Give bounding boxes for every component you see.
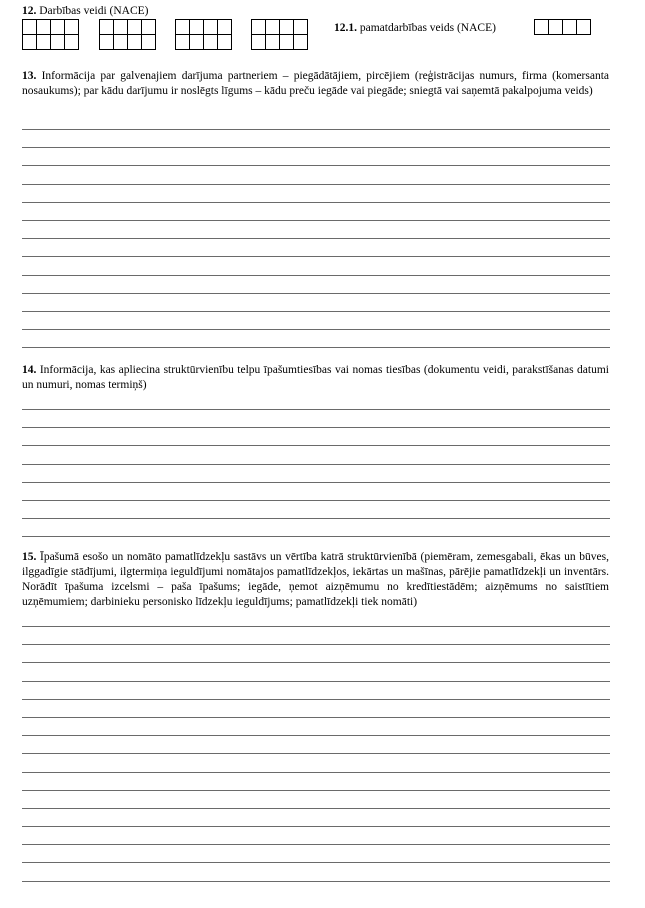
section-15-answer-lines[interactable]	[22, 626, 610, 899]
section-12-1-label	[334, 22, 496, 35]
section-12-1-text: pamatdarbības veids (NACE)	[359, 22, 496, 34]
answer-line[interactable]	[22, 536, 610, 537]
answer-line[interactable]	[22, 329, 610, 330]
nace-code-grid-3[interactable]	[175, 19, 232, 50]
answer-line[interactable]	[22, 844, 610, 845]
answer-line[interactable]	[22, 427, 610, 428]
nace-code-grid-2[interactable]	[99, 19, 156, 50]
section-12-1-number: 12.1.	[334, 22, 357, 34]
answer-line[interactable]	[22, 311, 610, 312]
answer-line[interactable]	[22, 220, 610, 221]
answer-line[interactable]	[22, 662, 610, 663]
section-13-text: Informācija par galvenajiem darījuma partneriem – piegādātājiem, pircējiem (reģistrācijas numurs, firma (komersanta nosaukums); par kādu darījumu ir noslēgts līgums – kādu preču iegāde vai piegāde; sniegtā vai saņemtā pakalpojuma veids)	[22, 70, 610, 97]
section-15-number: 15.	[22, 551, 37, 563]
section-13-answer-lines[interactable]	[22, 129, 610, 365]
section-13-paragraph	[22, 69, 609, 99]
answer-line[interactable]	[22, 826, 610, 827]
answer-line[interactable]	[22, 626, 610, 627]
answer-line[interactable]	[22, 699, 610, 700]
answer-line[interactable]	[22, 753, 610, 754]
answer-line[interactable]	[22, 293, 610, 294]
answer-line[interactable]	[22, 681, 610, 682]
answer-line[interactable]	[22, 808, 610, 809]
answer-line[interactable]	[22, 409, 610, 410]
answer-line[interactable]	[22, 256, 610, 257]
answer-line[interactable]	[22, 790, 610, 791]
answer-line[interactable]	[22, 129, 610, 130]
section-15-paragraph	[22, 550, 609, 610]
section-13-number: 13.	[22, 70, 37, 82]
answer-line[interactable]	[22, 518, 610, 519]
section-12-label	[22, 5, 148, 18]
section-12-text: Darbības veidi (NACE)	[39, 5, 149, 17]
answer-line[interactable]	[22, 147, 610, 148]
main-nace-code-grid[interactable]	[534, 19, 591, 35]
answer-line[interactable]	[22, 862, 610, 863]
answer-line[interactable]	[22, 464, 610, 465]
answer-line[interactable]	[22, 717, 610, 718]
section-12-number: 12.	[22, 5, 37, 17]
section-14-text: Informācija, kas apliecina struktūrvienību telpu īpašumtiesības vai nomas tiesības (dokumentu veidi, parakstīšanas datumi un numuri, nomas termiņš)	[22, 364, 609, 391]
answer-line[interactable]	[22, 772, 610, 773]
answer-line[interactable]	[22, 275, 610, 276]
answer-line[interactable]	[22, 644, 610, 645]
nace-code-grid-4[interactable]	[251, 19, 308, 50]
section-15-text: Īpašumā esošo un nomāto pamatlīdzekļu sastāvs un vērtība katrā struktūrvienībā (piemēram, zemesgabali, ēkas un būves, ilggadīgie stādījumi, ilgtermiņa ieguldījumi nomātajos pamatlīdzekļos, iekārtas un mašīnas, pārējie pamatlīdzekļi un inventārs. Norādīt īpašuma izcelsmi – paša īpašums; iegāde, ņemot aizņēmumu no kredītiestādēm; aizņēmums no saistītiem uzņēmumiem; darbinieku personisko līdzekļu ieguldījums; pamatlīdzekļi tiek nomāti)	[22, 551, 609, 608]
section-14-number: 14.	[22, 364, 37, 376]
section-14-answer-lines[interactable]	[22, 409, 610, 555]
section-14-paragraph	[22, 363, 609, 393]
answer-line[interactable]	[22, 881, 610, 882]
answer-line[interactable]	[22, 184, 610, 185]
answer-line[interactable]	[22, 202, 610, 203]
answer-line[interactable]	[22, 735, 610, 736]
answer-line[interactable]	[22, 165, 610, 166]
answer-line[interactable]	[22, 347, 610, 348]
answer-line[interactable]	[22, 500, 610, 501]
answer-line[interactable]	[22, 238, 610, 239]
nace-code-grid-1[interactable]	[22, 19, 79, 50]
answer-line[interactable]	[22, 482, 610, 483]
answer-line[interactable]	[22, 445, 610, 446]
